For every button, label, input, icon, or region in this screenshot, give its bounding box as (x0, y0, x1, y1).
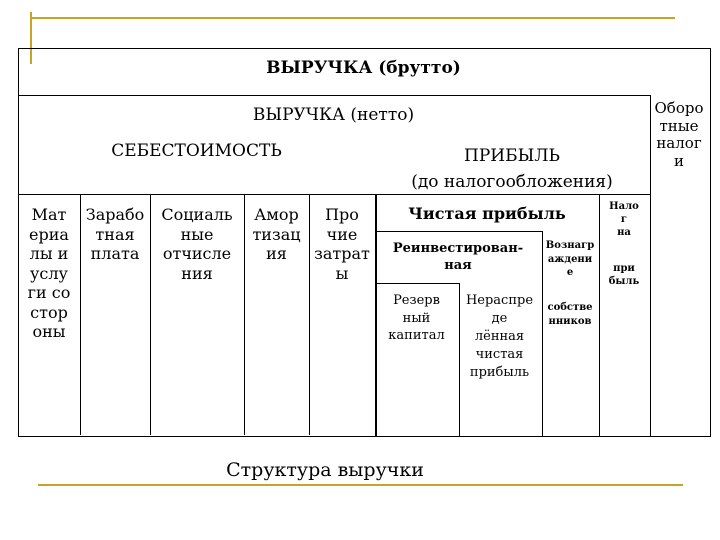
decor-top-rule (30, 17, 675, 19)
caption: Структура выручки (226, 459, 424, 481)
decor-bottom-rule (38, 484, 683, 486)
cost-item-social: Социаль ные отчисле ния (161, 205, 233, 283)
profit-tax-label: Нало г на (609, 201, 639, 238)
net-profit-label: Чистая прибыль (408, 204, 566, 223)
owner-reward-label-cont: собстве нников (547, 302, 593, 327)
cost-item-depreciation: Амор тизац ия (252, 205, 301, 264)
revenue-net-label: ВЫРУЧКА (нетто) (252, 105, 415, 125)
cost-label: СЕБЕСТОИМОСТЬ (111, 141, 282, 161)
undistributed-profit-label: Нераспре де лённая чистая прибыль (465, 293, 534, 380)
revenue-gross-label: ВЫРУЧКА (брутто) (266, 58, 461, 78)
cost-item-other: Про чие затрат ы (314, 205, 370, 283)
cost-item-materials: Мат ериа лы и услу ги со стор оны (27, 205, 71, 342)
reserve-capital-label: Резерв ный капитал (388, 293, 445, 344)
owner-reward-label: Вознагр аждени е (545, 240, 595, 278)
profit-tax-label-cont: при быль (608, 263, 640, 287)
profit-label: ПРИБЫЛЬ (до налогообложения) (411, 146, 613, 193)
cost-item-wages: Зарабо тная плата (85, 205, 145, 264)
reinvested-label: Реинвестирован- ная (392, 241, 524, 273)
turnover-taxes-label: Оборо тные налог и (654, 99, 704, 171)
